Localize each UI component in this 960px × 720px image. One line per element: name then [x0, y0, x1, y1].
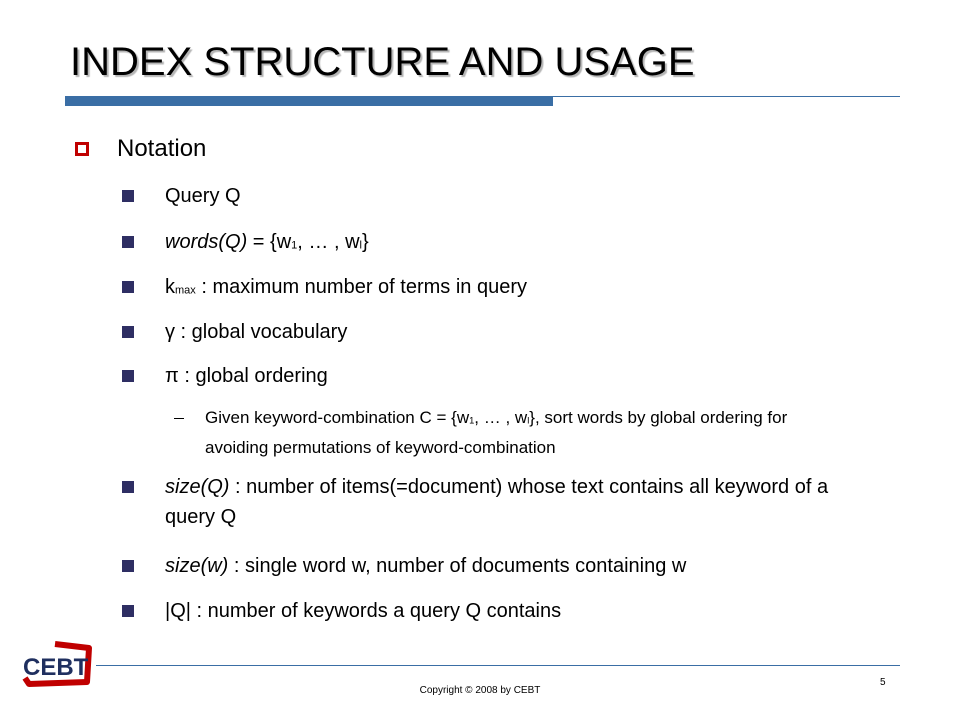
square-bullet-icon: [122, 236, 134, 248]
square-bullet-icon: [122, 481, 134, 493]
square-bullet-icon: [122, 326, 134, 338]
heading-label: Notation: [117, 135, 207, 162]
item-text: π : global ordering: [165, 365, 328, 387]
logo-text: CEBT: [23, 654, 89, 681]
hollow-square-bullet-icon: [75, 142, 89, 156]
item-subscript: max: [175, 284, 196, 297]
item-text: k: [165, 276, 175, 298]
list-item-ordering: [165, 361, 328, 391]
item-text: Given keyword-combination C = {w: [205, 408, 470, 427]
item-text: Query Q: [165, 185, 241, 207]
square-bullet-icon: [122, 281, 134, 293]
list-item-words: [165, 227, 369, 261]
item-text: = {w: [247, 231, 292, 253]
page-number: 5: [880, 677, 886, 688]
square-bullet-icon: [122, 605, 134, 617]
list-item-size-q: [165, 472, 865, 532]
square-bullet-icon: [122, 560, 134, 572]
item-italic: size(Q): [165, 476, 230, 498]
item-text: : single word w, number of documents containing w: [228, 555, 687, 577]
list-item-kmax: [165, 272, 527, 306]
item-subscript: l: [359, 239, 362, 252]
item-text: }: [361, 231, 369, 253]
square-bullet-icon: [122, 370, 134, 382]
list-item-size-w: [165, 551, 686, 581]
square-bullet-icon: [122, 190, 134, 202]
item-subscript: l: [527, 415, 530, 426]
item-text: : maximum number of terms in query: [195, 276, 527, 298]
item-text: , … , w: [297, 231, 360, 253]
item-text: |Q| : number of keywords a query Q contains: [165, 600, 562, 622]
item-subscript: 1: [291, 239, 298, 252]
item-text: , … , w: [474, 408, 528, 427]
list-item-query-size: [165, 596, 561, 626]
item-text: γ : global vocabulary: [165, 321, 348, 343]
item-italic: size(w): [165, 555, 229, 577]
title-underline-bar: [65, 96, 553, 106]
copyright-text: Copyright © 2008 by CEBT: [419, 685, 541, 696]
heading-notation: [72, 135, 206, 163]
item-text: : number of items(=document) whose text contains all keyword of a query Q: [165, 476, 829, 528]
title-underline-rule: [553, 96, 900, 97]
item-text: }, sort words by global ordering for avoiding permutations of keyword-combination: [205, 408, 788, 458]
item-subscript: 1: [469, 415, 475, 426]
slide-title: INDEX STRUCTURE AND USAGE: [70, 40, 695, 84]
item-italic: words(Q): [165, 231, 248, 253]
dash-bullet-icon: [174, 418, 184, 419]
sub-item-keyword-combination: [205, 404, 845, 462]
cebt-logo: [15, 638, 95, 688]
list-item-vocabulary: [165, 317, 347, 347]
list-item-query: [165, 181, 241, 211]
footer-rule: [96, 665, 900, 666]
